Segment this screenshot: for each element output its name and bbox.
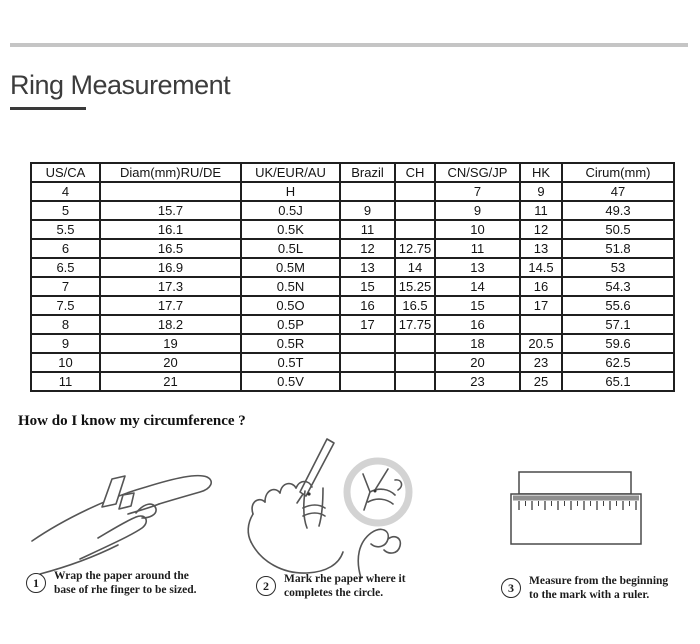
table-cell — [395, 334, 435, 353]
table-cell: 49.3 — [562, 201, 674, 220]
table-cell: 16 — [520, 277, 562, 296]
table-cell: 18.2 — [100, 315, 241, 334]
ruler-with-paper-strip-icon — [495, 458, 660, 558]
table-cell: 59.6 — [562, 334, 674, 353]
table-cell: 0.5O — [241, 296, 340, 315]
table-row — [31, 296, 674, 315]
table-cell: 0.5M — [241, 258, 340, 277]
step-3-number-badge: 3 — [501, 578, 521, 598]
table-row — [31, 372, 674, 391]
table-row — [31, 220, 674, 239]
table-cell: 9 — [31, 334, 100, 353]
step-2-number-badge: 2 — [256, 576, 276, 596]
table-cell: 11 — [31, 372, 100, 391]
table-cell: 15.25 — [395, 277, 435, 296]
table-cell: 16 — [435, 315, 520, 334]
step2-illustration — [243, 436, 423, 581]
table-cell: 25 — [520, 372, 562, 391]
column-header: UK/EUR/AU — [241, 163, 340, 182]
table-cell: 11 — [435, 239, 520, 258]
table-cell: 7 — [31, 277, 100, 296]
step-1-text: Wrap the paper around the base of rhe finger to be sized. — [54, 570, 197, 596]
table-row — [31, 239, 674, 258]
table-row — [31, 277, 674, 296]
table-cell: 9 — [340, 201, 395, 220]
table-cell: 15 — [340, 277, 395, 296]
table-cell: 6 — [31, 239, 100, 258]
table-cell: 20 — [435, 353, 520, 372]
step-2 — [256, 573, 466, 600]
column-header: CN/SG/JP — [435, 163, 520, 182]
step3-illustration — [495, 458, 660, 558]
table-cell — [340, 182, 395, 201]
table-cell: 12 — [340, 239, 395, 258]
column-header: CH — [395, 163, 435, 182]
hand-marking-paper-with-pen-icon — [243, 436, 423, 581]
table-cell: 12 — [520, 220, 562, 239]
column-header: Cirum(mm) — [562, 163, 674, 182]
table-cell: 11 — [340, 220, 395, 239]
table-cell — [395, 353, 435, 372]
table-cell: 17.75 — [395, 315, 435, 334]
table-cell: 0.5N — [241, 277, 340, 296]
hand-with-paper-strip-icon — [28, 443, 228, 578]
table-cell: 8 — [31, 315, 100, 334]
table-cell: 17.7 — [100, 296, 241, 315]
table-cell: 21 — [100, 372, 241, 391]
table-cell — [395, 182, 435, 201]
table-cell: 11 — [520, 201, 562, 220]
section-divider — [10, 43, 688, 47]
table-row — [31, 315, 674, 334]
table-cell: 0.5V — [241, 372, 340, 391]
step-1-number-badge: 1 — [26, 573, 46, 593]
table-cell: 18 — [435, 334, 520, 353]
column-header: Diam(mm)RU/DE — [100, 163, 241, 182]
table-cell: 7.5 — [31, 296, 100, 315]
table-row — [31, 353, 674, 372]
table-cell: 16.5 — [100, 239, 241, 258]
ruler-fine-ticks-band — [513, 496, 639, 501]
table-cell: 62.5 — [562, 353, 674, 372]
table-cell: 23 — [520, 353, 562, 372]
table-cell: 17 — [340, 315, 395, 334]
table-row — [31, 201, 674, 220]
table-cell: 16.1 — [100, 220, 241, 239]
ring-size-table-wrap — [30, 162, 673, 392]
table-cell: 4 — [31, 182, 100, 201]
table-cell: 5 — [31, 201, 100, 220]
column-header: Brazil — [340, 163, 395, 182]
table-cell: 13 — [435, 258, 520, 277]
step-1 — [26, 570, 246, 597]
table-cell — [395, 201, 435, 220]
table-cell: 17 — [520, 296, 562, 315]
table-cell: H — [241, 182, 340, 201]
table-cell: 16.5 — [395, 296, 435, 315]
table-cell: 13 — [520, 239, 562, 258]
title-underline — [10, 107, 86, 110]
table-cell: 50.5 — [562, 220, 674, 239]
table-cell: 14 — [395, 258, 435, 277]
table-cell: 55.6 — [562, 296, 674, 315]
table-cell: 0.5L — [241, 239, 340, 258]
table-cell: 12.75 — [395, 239, 435, 258]
magnifier-circle-icon — [347, 461, 409, 523]
table-cell: 23 — [435, 372, 520, 391]
table-cell — [340, 372, 395, 391]
table-cell: 47 — [562, 182, 674, 201]
guide-heading: How do I know my circumference ? — [18, 413, 246, 429]
table-row — [31, 334, 674, 353]
table-cell — [100, 182, 241, 201]
paper-strip-shape — [519, 472, 631, 494]
table-cell: 10 — [435, 220, 520, 239]
column-header: HK — [520, 163, 562, 182]
table-cell: 0.5J — [241, 201, 340, 220]
table-cell: 9 — [520, 182, 562, 201]
table-cell: 0.5T — [241, 353, 340, 372]
table-cell: 13 — [340, 258, 395, 277]
table-cell: 53 — [562, 258, 674, 277]
table-cell: 16 — [340, 296, 395, 315]
step-3-text: Measure from the beginning to the mark with a ruler. — [529, 575, 669, 601]
page-title: Ring Measurement — [10, 70, 231, 100]
table-cell: 14 — [435, 277, 520, 296]
table-cell: 51.8 — [562, 239, 674, 258]
step-2-text: Mark rhe paper where it completes the circle. — [284, 573, 406, 599]
table-cell — [395, 372, 435, 391]
table-cell — [340, 353, 395, 372]
table-row — [31, 258, 674, 277]
table-cell: 17.3 — [100, 277, 241, 296]
table-cell: 15 — [435, 296, 520, 315]
table-cell: 0.5P — [241, 315, 340, 334]
ring-size-table — [30, 162, 675, 392]
table-row — [31, 182, 674, 201]
table-cell — [340, 334, 395, 353]
table-cell: 15.7 — [100, 201, 241, 220]
table-header-row — [31, 163, 674, 182]
ruler-shape — [511, 494, 641, 544]
table-cell: 20 — [100, 353, 241, 372]
table-cell: 0.5K — [241, 220, 340, 239]
table-cell: 6.5 — [31, 258, 100, 277]
table-cell — [520, 315, 562, 334]
step1-illustration — [28, 443, 228, 578]
table-cell: 14.5 — [520, 258, 562, 277]
table-cell: 54.3 — [562, 277, 674, 296]
table-cell: 5.5 — [31, 220, 100, 239]
table-cell: 57.1 — [562, 315, 674, 334]
table-cell: 9 — [435, 201, 520, 220]
table-cell: 65.1 — [562, 372, 674, 391]
table-cell: 10 — [31, 353, 100, 372]
table-cell: 19 — [100, 334, 241, 353]
column-header: US/CA — [31, 163, 100, 182]
step-3 — [501, 575, 700, 602]
table-cell: 20.5 — [520, 334, 562, 353]
table-cell: 7 — [435, 182, 520, 201]
table-cell: 0.5R — [241, 334, 340, 353]
table-cell: 16.9 — [100, 258, 241, 277]
table-cell — [395, 220, 435, 239]
